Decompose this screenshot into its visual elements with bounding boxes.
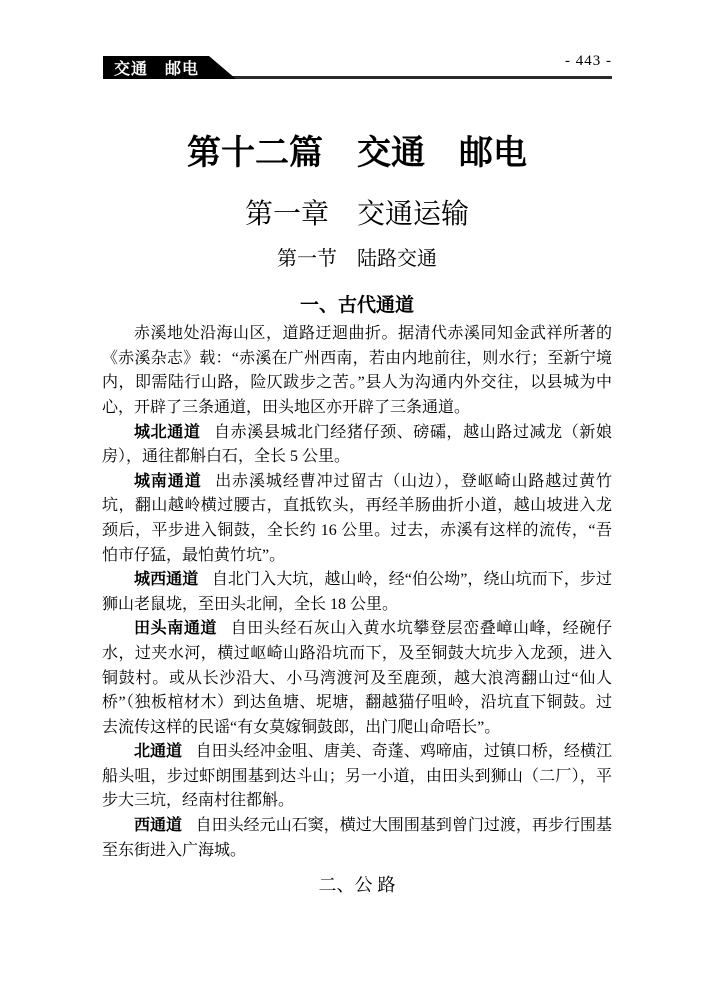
paragraph-text: 自北门入大坑，越山岭，经“伯公坳”，绕山坑而下，步过狮山老鼠垅，至田头北闸，全长 18 公里。 <box>102 571 612 613</box>
paragraph-lead: 城北通道 <box>134 423 201 441</box>
page-content <box>102 0 612 897</box>
paragraph-lead: 城南通道 <box>134 472 202 490</box>
paragraph-lead: 田头南通道 <box>134 620 218 638</box>
paragraph-north-road <box>102 740 612 814</box>
page-number: - 443 - <box>565 53 612 69</box>
paragraph-lead: 西通道 <box>134 817 183 835</box>
paragraph-text: 赤溪地处沿海山区，道路迂迴曲折。据清代赤溪同知金武祥所著的《赤溪杂志》载：“赤溪在广州西南，若由内地前往，则水行；至新宁境内，即需陆行山路，险仄跋步之苦。”县人为沟通内外交往，以县城为中心，开辟了三条通道，田头地区亦开辟了三条通道。 <box>102 325 612 416</box>
paragraph-text: 自田头经冲金咀、唐美、奇蓬、鸡啼庙，过镇口桥，经横江船头咀，步过虾朗围基到达斗山；另一小道，由田头到狮山（二厂），平步大三坑，经南村往都斛。 <box>102 743 612 810</box>
paragraph-text: 自田头经石灰山入黄水坑攀登层峦叠嶂山峰，经碗仔水，过夹水河，横过岖崎山路沿坑而下，及至铜鼓大坑步入龙颈，进入铜鼓村。或从长沙沿大、小马湾渡河及至鹿颈，越大浪湾翻山过“仙人桥”（独板棺材木）到达鱼塘、坭塘，翻越猫仔咀岭，沿坑直下铜鼓。过去流传这样的民谣“有女莫嫁铜鼓郎，出门爬山命唔长”。 <box>102 620 612 736</box>
section-title: 第一节 陆路交通 <box>277 248 437 271</box>
chapter-title: 第一章 交通运输 <box>244 197 469 229</box>
paragraph-south-city-road <box>102 470 612 568</box>
body-text <box>102 322 612 863</box>
paragraph-west-city-road <box>102 568 612 617</box>
paragraph-west-road <box>102 814 612 863</box>
subsection-title-ancient-roads: 一、古代通道 <box>299 295 414 317</box>
paragraph-text: 出赤溪城经曹冲过留古（山边），登岖崎山路越过黄竹坑，翻山越岭横过腰古，直抵钦头，再经羊肠曲折小道，越山坡进入龙颈后，平步进入铜鼓，全长约 16 公里。过去，赤溪有这样的流传，“吾怕市仔猛，最怕黄竹坑”。 <box>102 472 612 564</box>
paragraph-text: 自田头经元山石窦，横过大围围基到曾门过渡，再步行围基至东街进入广海城。 <box>102 817 612 859</box>
part-title: 第十二篇 交通 邮电 <box>187 135 527 172</box>
paragraph-north-city-road <box>102 421 612 470</box>
subsection-title-highways: 二、公 路 <box>318 875 396 896</box>
header-tab-label: 交通 邮电 <box>114 61 200 78</box>
paragraph-lead: 城西通道 <box>134 571 199 589</box>
paragraph-intro <box>102 322 612 420</box>
paragraph-tiantou-south-road <box>102 617 612 740</box>
paragraph-text: 自赤溪县城北门经猪仔颈、磅礵，越山路过减龙（新娘房），通往都斛白石，全长 5 公里。 <box>102 423 612 466</box>
paragraph-lead: 北通道 <box>134 743 183 761</box>
